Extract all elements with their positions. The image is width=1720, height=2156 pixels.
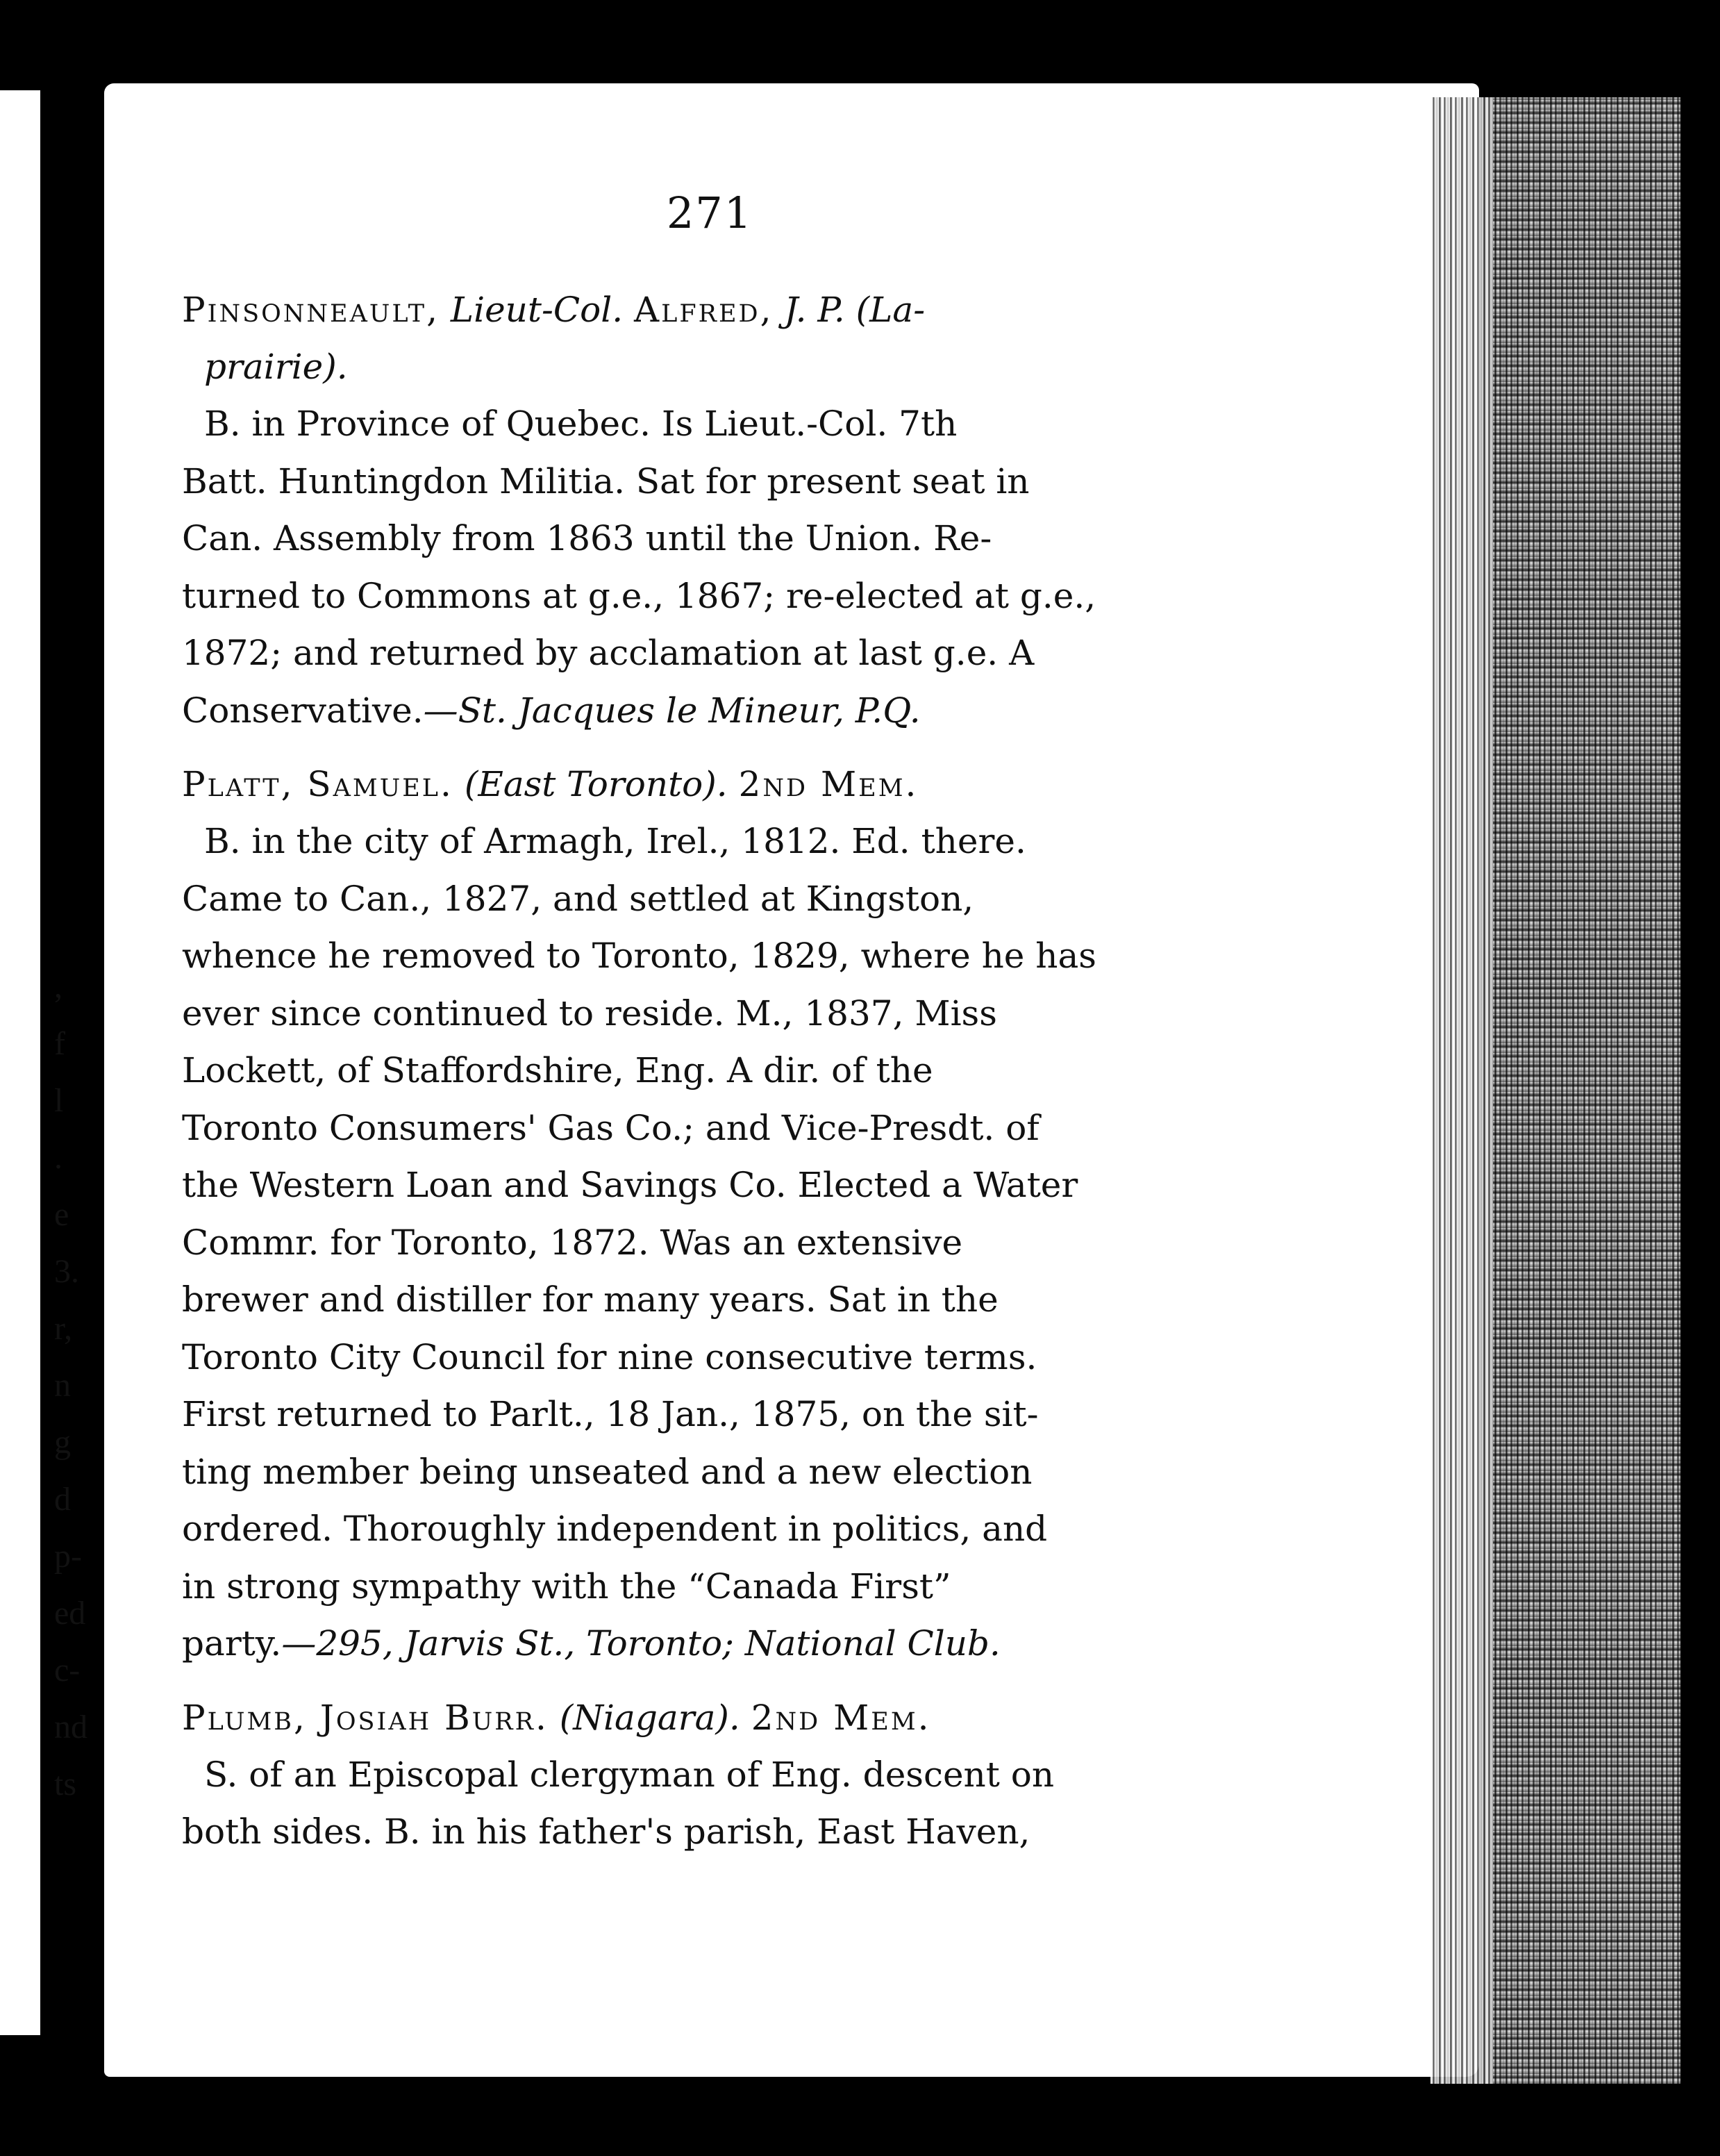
entry-platt [182, 756, 1224, 1673]
entry-heading [182, 281, 1224, 395]
entry-surname: Platt, Samuel. [182, 764, 453, 804]
margin-fragment: c- [54, 1652, 81, 1689]
entry-line: Commr. for Toronto, 1872. Was an extensive [182, 1222, 963, 1263]
entry-line: Batt. Huntingdon Militia. Sat for present seat in [182, 461, 1030, 501]
margin-fragment: r, [54, 1310, 73, 1347]
entry-line: ordered. Thoroughly independent in politics, and [182, 1509, 1048, 1549]
entry-last-line-text: Conservative. [182, 690, 424, 731]
entry-line: ting member being unseated and a new election [182, 1451, 1033, 1492]
entry-address: —295, Jarvis St., Toronto; National Club. [281, 1623, 1001, 1664]
entry-body [182, 395, 1224, 739]
margin-fragment: p- [54, 1538, 82, 1575]
margin-fragment: 3. [54, 1253, 79, 1290]
entry-member-number: 2nd Mem. [751, 1697, 931, 1738]
margin-fragment: nd [54, 1709, 87, 1745]
entry-heading [182, 1689, 1224, 1746]
entry-address: —St. Jacques le Mineur, P.Q. [423, 690, 921, 731]
entry-line: Toronto Consumers' Gas Co.; and Vice-Presdt. of [182, 1107, 1039, 1148]
entry-heading [182, 756, 1224, 813]
entry-line: both sides. B. in his father's parish, East Haven, [182, 1811, 1030, 1852]
entry-line: Can. Assembly from 1863 until the Union. Re- [182, 518, 992, 558]
entry-riding: (East Toronto). [464, 764, 728, 804]
entry-last-line [182, 1615, 1224, 1673]
margin-fragment: ts [54, 1766, 77, 1802]
margin-fragment: e [54, 1196, 69, 1233]
entry-line: Lockett, of Staffordshire, Eng. A dir. of the [182, 1050, 933, 1091]
entry-riding-continued: prairie). [204, 347, 348, 387]
margin-fragment: d [54, 1481, 71, 1518]
entry-line: B. in Province of Quebec. Is Lieut.-Col. 7th [204, 404, 958, 444]
entry-pinsonneault [182, 281, 1224, 739]
entry-riding: (Niagara). [559, 1697, 740, 1738]
entry-line: Toronto City Council for nine consecutive terms. [182, 1336, 1037, 1377]
entry-line: whence he removed to Toronto, 1829, where he has [182, 936, 1096, 976]
entry-title: Lieut-Col. [450, 290, 624, 330]
entry-given-name: Alfred, [634, 290, 774, 330]
margin-fragment: g [54, 1424, 71, 1461]
margin-fragment: f [54, 1025, 65, 1062]
entry-line: 1872; and returned by acclamation at last g.e. A [182, 633, 1035, 673]
margin-fragment: , [54, 968, 62, 1005]
entry-line: B. in the city of Armagh, Irel., 1812. Ed. there. [204, 821, 1026, 861]
entry-member-number: 2nd Mem. [738, 764, 919, 804]
entry-line: S. of an Episcopal clergyman of Eng. descent on [204, 1754, 1055, 1795]
entry-line: turned to Commons at g.e., 1867; re-elected at g.e., [182, 575, 1096, 616]
margin-fragment: l [54, 1082, 64, 1119]
entry-surname: Plumb, Josiah Burr. [182, 1697, 549, 1738]
entry-honour: J. P. [784, 290, 845, 330]
page-content [182, 188, 1224, 1877]
entry-line: Came to Can., 1827, and settled at Kingston, [182, 878, 974, 919]
page-stack-edge-texture [1493, 97, 1694, 2084]
entry-line: ever since continued to reside. M., 1837, Miss [182, 993, 997, 1034]
entry-plumb [182, 1689, 1224, 1861]
page-number: 271 [666, 188, 753, 238]
entry-line: in strong sympathy with the “Canada First” [182, 1566, 951, 1607]
entry-riding: (La- [855, 290, 926, 330]
entry-line: the Western Loan and Savings Co. Elected a Water [182, 1165, 1078, 1205]
margin-fragment: . [54, 1139, 62, 1176]
margin-fragment: ed [54, 1595, 86, 1632]
previous-page-margin-fragments [54, 959, 110, 1813]
entry-body [182, 813, 1224, 1673]
entry-line: brewer and distiller for many years. Sat in the [182, 1279, 999, 1320]
previous-page-sliver [0, 90, 40, 2035]
entry-last-line [182, 682, 1224, 740]
margin-fragment: n [54, 1367, 71, 1404]
entry-surname: Pinsonneault, [182, 290, 440, 330]
entry-line: First returned to Parlt., 18 Jan., 1875, on the sit- [182, 1394, 1039, 1434]
entry-last-line-text: party. [182, 1623, 282, 1664]
entry-body [182, 1746, 1224, 1861]
